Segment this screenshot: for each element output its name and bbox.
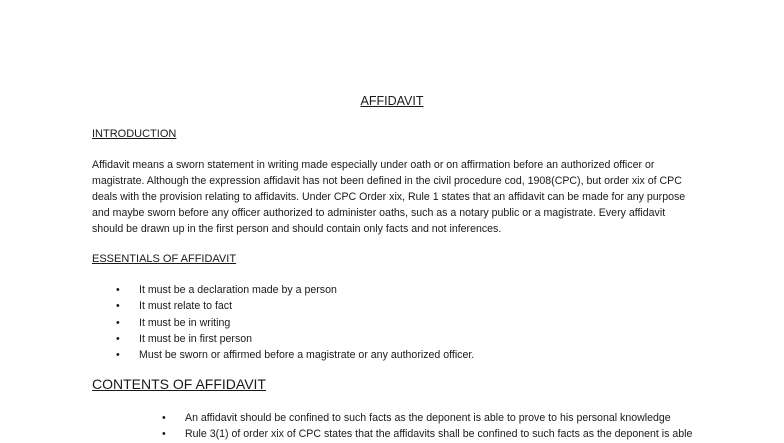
paragraph-line: deals with the provision relating to affidavits. Under CPC Order xix, Rule 1 states that an affidavit can be made for any purpose (92, 191, 686, 203)
list-item: • It must be a declaration made by a person (139, 282, 474, 298)
list-item: • It must be in writing (139, 315, 474, 331)
list-item: • It must relate to fact (139, 298, 474, 314)
paragraph-line: magistrate. Although the expression affidavit has not been defined in the civil procedure cod, 1908(CPC), but order xix of CPC (92, 175, 682, 187)
essentials-list (139, 282, 474, 363)
paragraph-line: Affidavit means a sworn statement in writing made especially under oath or on affirmation before an authorized officer or (92, 159, 655, 171)
paragraph-line: should be drawn up in the first person and should contain only facts and not inferences. (92, 223, 502, 235)
document-title: AFFIDAVIT (360, 94, 424, 108)
list-item: • Must be sworn or affirmed before a magistrate or any authorized officer. (139, 347, 474, 363)
list-item: • Rule 3(1) of order xix of CPC states that the affidavits shall be confined to such facts as the deponent is able (185, 426, 692, 442)
contents-heading: CONTENTS OF AFFIDAVIT (92, 376, 266, 392)
essentials-heading: ESSENTIALS OF AFFIDAVIT (92, 253, 237, 265)
list-item: • An affidavit should be confined to such facts as the deponent is able to prove to his personal knowledge (185, 410, 692, 426)
list-item: • It must be in first person (139, 331, 474, 347)
paragraph-line: and maybe sworn before any officer authorized to administer oaths, such as a notary public or a magistrate. Every affidavit (92, 207, 666, 219)
introduction-heading: INTRODUCTION (92, 128, 177, 140)
contents-list (185, 410, 692, 443)
introduction-paragraph (92, 157, 692, 237)
